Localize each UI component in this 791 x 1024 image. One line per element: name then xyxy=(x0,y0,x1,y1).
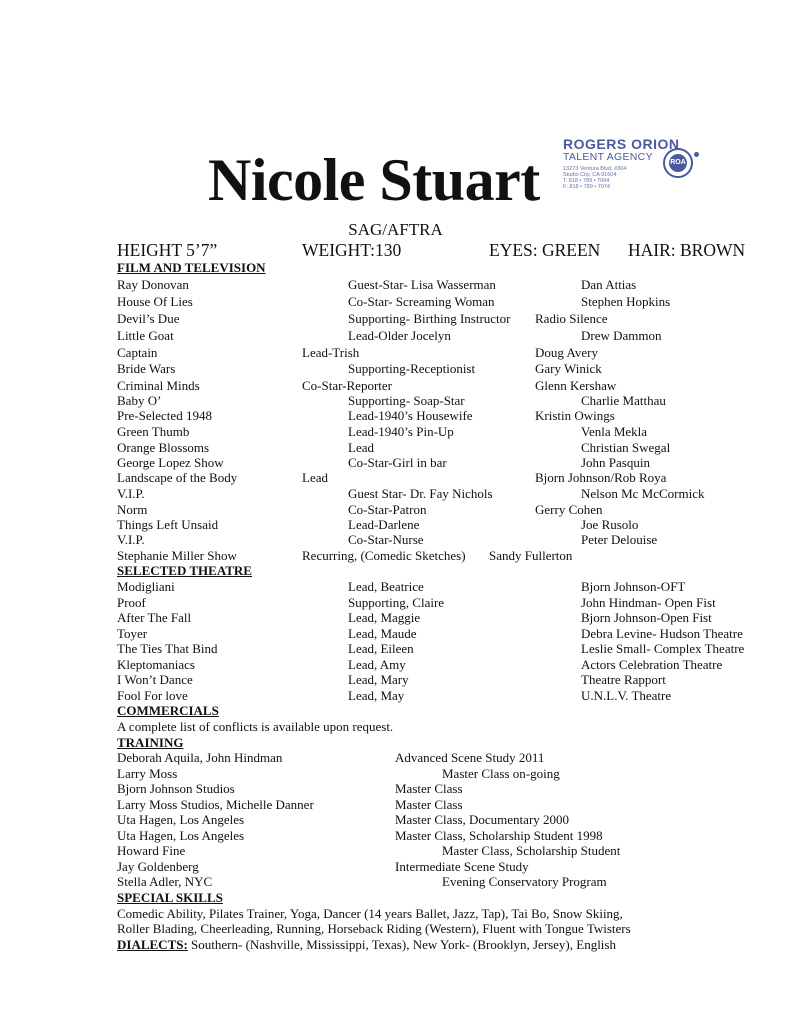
training-row-teacher: Larry Moss Studios, Michelle Danner xyxy=(117,797,314,812)
film-row-role: Supporting-Receptionist xyxy=(348,361,476,376)
film-row-role: Lead-Trish xyxy=(302,345,360,360)
film-row-role: Co-Star-Patron xyxy=(348,502,427,517)
film-row-title: Pre-Selected 1948 xyxy=(117,408,212,423)
special-skills-line1: Comedic Ability, Pilates Trainer, Yoga, Dancer (14 years Ballet, Jazz, Tap), Tai Bo, Snow Skiing, xyxy=(117,906,623,921)
film-row-role: Lead xyxy=(348,440,374,455)
film-row-title: V.I.P. xyxy=(117,532,145,547)
training-row-course: Evening Conservatory Program xyxy=(442,874,607,889)
theatre-row-title: Toyer xyxy=(117,626,148,641)
stat-height: HEIGHT 5’7” xyxy=(117,240,218,260)
training-row-teacher: Uta Hagen, Los Angeles xyxy=(117,828,245,843)
agency-phone: T: 818 • 789 • 7064 xyxy=(563,178,610,184)
commercials-heading: COMMERCIALS xyxy=(117,703,219,718)
agency-address: 13273 Ventura Blvd. #304 xyxy=(563,166,627,172)
training-row-course: Advanced Scene Study 2011 xyxy=(395,750,545,765)
actor-name: Nicole Stuart xyxy=(208,147,540,213)
theatre-row-title: After The Fall xyxy=(117,610,192,625)
theatre-row-title: Modigliani xyxy=(117,579,175,594)
film-row-title: Orange Blossoms xyxy=(117,440,210,455)
film-row-director: Nelson Mc McCormick xyxy=(581,486,705,501)
film-row-title: House Of Lies xyxy=(117,294,193,309)
film-row-director: John Pasquin xyxy=(581,455,650,470)
commercials-text: A complete list of conflicts is available upon request. xyxy=(117,719,394,734)
film-row-director: Gary Winick xyxy=(535,361,602,376)
theatre-row-role: Lead, Eileen xyxy=(348,641,414,656)
film-row-title: Stephanie Miller Show xyxy=(117,548,237,563)
film-row-director: Glenn Kershaw xyxy=(535,378,617,393)
agency-logo-block xyxy=(560,136,710,206)
film-row-role: Co-Star-Girl in bar xyxy=(348,455,447,470)
dialects-line xyxy=(117,937,616,952)
training-row-course: Master Class, Documentary 2000 xyxy=(395,812,570,827)
training-row-teacher: Larry Moss xyxy=(117,766,178,781)
film-row-director: Drew Dammon xyxy=(581,328,662,343)
film-row-role: Lead-1940’s Pin-Up xyxy=(348,424,454,439)
training-row-teacher: Jay Goldenberg xyxy=(117,859,199,874)
training-row-teacher: Stella Adler, NYC xyxy=(117,874,213,889)
film-row-role: Lead-1940’s Housewife xyxy=(348,408,473,423)
film-row-role: Co-Star-Reporter xyxy=(302,378,392,393)
stat-eyes: EYES: GREEN xyxy=(489,240,601,260)
film-row-title: Little Goat xyxy=(117,328,174,343)
training-row-teacher: Deborah Aquila, John Hindman xyxy=(117,750,283,765)
agency-name-line2: TALENT AGENCY xyxy=(563,151,653,163)
film-row-director: Venla Mekla xyxy=(581,424,648,439)
theatre-row-role: Lead, Beatrice xyxy=(348,579,424,594)
theatre-row-company: U.N.L.V. Theatre xyxy=(581,688,672,703)
film-row-title: Ray Donovan xyxy=(117,277,189,292)
theatre-row-company: Leslie Small- Complex Theatre xyxy=(581,641,745,656)
agency-dot-icon xyxy=(694,152,699,157)
film-row-director: Radio Silence xyxy=(535,311,608,326)
film-row-title: Bride Wars xyxy=(117,361,176,376)
special-skills-heading: SPECIAL SKILLS xyxy=(117,890,223,905)
training-row-teacher: Bjorn Johnson Studios xyxy=(117,781,235,796)
film-row-role: Supporting- Birthing Instructor xyxy=(348,311,511,326)
training-row-teacher: Howard Fine xyxy=(117,843,186,858)
training-row-teacher: Uta Hagen, Los Angeles xyxy=(117,812,245,827)
film-row-director: Doug Avery xyxy=(535,345,598,360)
film-row-title: Captain xyxy=(117,345,158,360)
union-affiliation: SAG/AFTRA xyxy=(348,220,443,239)
film-row-director: Bjorn Johnson/Rob Roya xyxy=(535,470,667,485)
film-row-title: Norm xyxy=(117,502,148,517)
dialects-text: Southern- (Nashville, Mississippi, Texas), New York- (Brooklyn, Jersey), English xyxy=(191,937,616,952)
film-row-role: Lead-Darlene xyxy=(348,517,420,532)
theatre-row-company: Debra Levine- Hudson Theatre xyxy=(581,626,743,641)
theatre-row-company: Bjorn Johnson-OFT xyxy=(581,579,686,594)
theatre-row-company: Theatre Rapport xyxy=(581,672,666,687)
theatre-row-title: I Won’t Dance xyxy=(117,672,193,687)
theatre-row-company: John Hindman- Open Fist xyxy=(581,595,716,610)
film-row-director: Joe Rusolo xyxy=(581,517,639,532)
training-row-course: Intermediate Scene Study xyxy=(395,859,529,874)
training-row-course: Master Class xyxy=(395,797,463,812)
theatre-row-title: The Ties That Bind xyxy=(117,641,218,656)
film-row-title: V.I.P. xyxy=(117,486,145,501)
film-row-director: Dan Attias xyxy=(581,277,637,292)
film-row-role: Guest Star- Dr. Fay Nichols xyxy=(348,486,493,501)
agency-city: Studio City, CA 91604 xyxy=(563,172,617,178)
theatre-row-title: Kleptomaniacs xyxy=(117,657,195,672)
training-row-course: Master Class on-going xyxy=(442,766,560,781)
film-row-title: George Lopez Show xyxy=(117,455,224,470)
theatre-row-role: Lead, Maude xyxy=(348,626,417,641)
theatre-row-company: Bjorn Johnson-Open Fist xyxy=(581,610,712,625)
theatre-row-role: Lead, Amy xyxy=(348,657,406,672)
special-skills-line2: Roller Blading, Cheerleading, Running, Horseback Riding (Western), Fluent with Tongue Twisters xyxy=(117,921,631,936)
theatre-row-role: Lead, Mary xyxy=(348,672,409,687)
theatre-row-title: Proof xyxy=(117,595,146,610)
theatre-heading: SELECTED THEATRE xyxy=(117,563,252,578)
stat-hair: HAIR: BROWN xyxy=(628,240,746,260)
agency-name-line1: ROGERS ORION xyxy=(563,136,680,152)
film-row-role: Lead-Older Jocelyn xyxy=(348,328,451,343)
training-row-course: Master Class, Scholarship Student 1998 xyxy=(395,828,603,843)
film-row-role: Lead xyxy=(302,470,328,485)
theatre-row-role: Lead, Maggie xyxy=(348,610,421,625)
film-row-role: Guest-Star- Lisa Wasserman xyxy=(348,277,496,292)
training-row-course: Master Class, Scholarship Student xyxy=(442,843,621,858)
film-row-role: Recurring, (Comedic Sketches) xyxy=(302,548,466,563)
film-row-director: Peter Delouise xyxy=(581,532,658,547)
training-row-course: Master Class xyxy=(395,781,463,796)
theatre-row-role: Lead, May xyxy=(348,688,405,703)
film-row-role: Co-Star- Screaming Woman xyxy=(348,294,495,309)
theatre-row-role: Supporting, Claire xyxy=(348,595,445,610)
film-row-director: Christian Swegal xyxy=(581,440,671,455)
film-row-title: Criminal Minds xyxy=(117,378,200,393)
film-row-role: Supporting- Soap-Star xyxy=(348,393,465,408)
agency-logo-text: ROA xyxy=(669,154,687,172)
film-row-director: Gerry Cohen xyxy=(535,502,603,517)
agency-logo-icon xyxy=(663,148,693,178)
film-row-title: Devil’s Due xyxy=(117,311,180,326)
agency-fax: F: 818 • 789 • 7074 xyxy=(563,184,610,190)
film-row-title: Green Thumb xyxy=(117,424,190,439)
film-row-director: Stephen Hopkins xyxy=(581,294,671,309)
film-row-title: Things Left Unsaid xyxy=(117,517,219,532)
theatre-row-company: Actors Celebration Theatre xyxy=(581,657,723,672)
film-row-title: Baby O’ xyxy=(117,393,162,408)
film-tv-heading: FILM AND TELEVISION xyxy=(117,260,266,275)
film-row-role: Co-Star-Nurse xyxy=(348,532,424,547)
stat-weight: WEIGHT:130 xyxy=(302,240,402,260)
dialects-heading: DIALECTS: xyxy=(117,937,188,952)
film-row-director: Kristin Owings xyxy=(535,408,615,423)
film-row-title: Landscape of the Body xyxy=(117,470,238,485)
theatre-row-title: Fool For love xyxy=(117,688,188,703)
film-row-director: Charlie Matthau xyxy=(581,393,666,408)
film-row-director: Sandy Fullerton xyxy=(489,548,573,563)
training-heading: TRAINING xyxy=(117,735,184,750)
